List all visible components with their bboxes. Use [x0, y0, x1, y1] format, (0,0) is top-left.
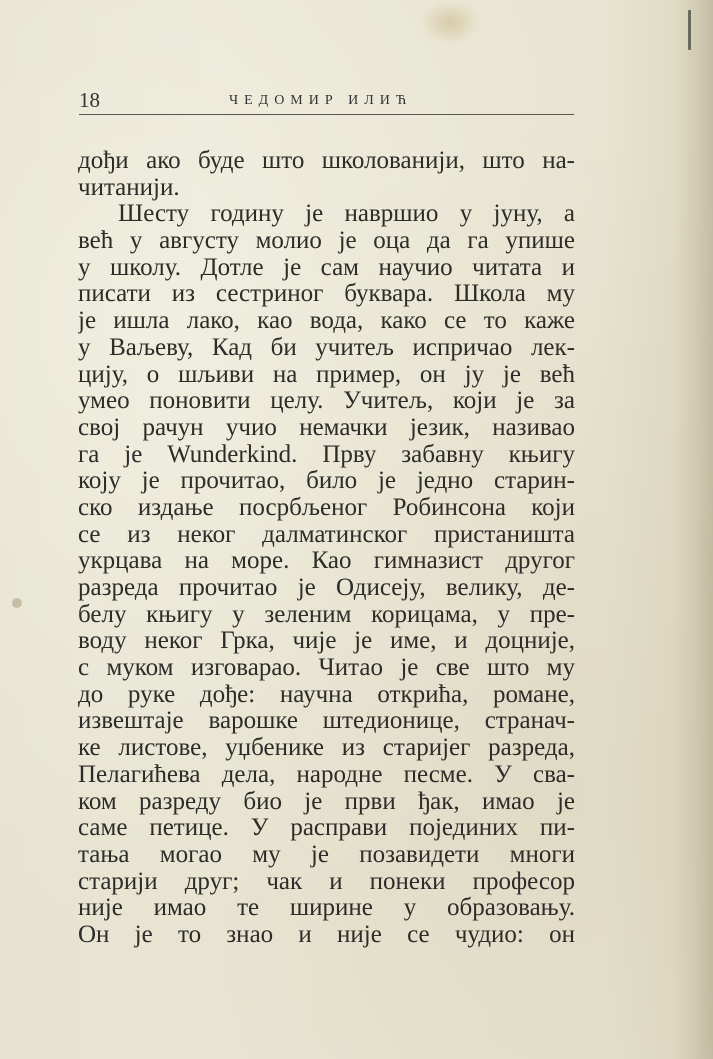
text-line: коју је прочитао, било је једно старин- — [78, 468, 575, 495]
text-line: у школу. Дотле је сам научио читата и — [78, 254, 575, 281]
text-line: старији друг; чак и понеки професор — [78, 868, 575, 895]
text-line: укрцава на море. Као гимназист другог — [78, 548, 575, 575]
text-line: већ у августу молио је оца да га упише — [78, 228, 575, 255]
binding-mark — [688, 10, 691, 50]
page-edge-shadow — [675, 0, 713, 1059]
text-line: га је Wunderkind. Прву забавну књигу — [78, 441, 575, 468]
paper-speck — [12, 598, 22, 608]
text-line: је ишла лако, као вода, како се то каже — [78, 308, 575, 335]
text-line: Он је то знао и није се чудио: он — [78, 921, 575, 948]
paper-stain — [420, 0, 480, 45]
text-line: свој рачун учио немачки језик, називао — [78, 414, 575, 441]
text-line: до руке дође: научна открића, романе, — [78, 681, 575, 708]
running-head: ЧЕДОМИР ИЛИЋ — [229, 93, 413, 108]
text-line: цију, о шљиви на пример, он ју је већ — [78, 361, 575, 388]
text-line: саме петице. У расправи појединих пи- — [78, 815, 575, 842]
text-line: се из неког далматинског пристаништа — [78, 521, 575, 548]
body-text — [78, 148, 575, 949]
text-line: дођи ако буде што школованији, што на- — [78, 148, 575, 174]
page-header — [79, 88, 574, 115]
text-line: умео поновити целу. Учитељ, који је за — [78, 388, 575, 415]
page-number: 18 — [79, 88, 100, 112]
text-line: разреда прочитао је Одисеју, велику, де- — [78, 575, 575, 601]
text-line: ке листове, уџбенике из старијег разреда, — [78, 735, 575, 762]
text-line: воду неког Грка, чије је име, и доцније, — [78, 628, 575, 655]
text-line: Шесту годину је навршио у јуну, а — [118, 201, 575, 228]
text-line: ком разреду био је први ђак, имао је — [78, 788, 575, 815]
text-line: Пелагићева дела, народне песме. У сва- — [78, 761, 575, 788]
text-line: ско издање посрбљеног Робинсона који — [78, 494, 575, 521]
text-line: читанији. — [78, 174, 180, 201]
text-line: у Ваљеву, Кад би учитељ испричао лек- — [78, 334, 575, 361]
text-line: извештаје варошке штедионице, странач- — [78, 708, 575, 735]
text-line: писати из сестриног буквара. Школа му — [78, 281, 575, 308]
text-line: тања могао му је позавидети многи — [78, 841, 575, 868]
text-line: није имао те ширине у образовању. — [78, 895, 575, 922]
text-line: с муком изговарао. Читао је све што му — [78, 655, 575, 682]
text-line: белу књигу у зеленим корицама, у пре- — [78, 601, 575, 628]
